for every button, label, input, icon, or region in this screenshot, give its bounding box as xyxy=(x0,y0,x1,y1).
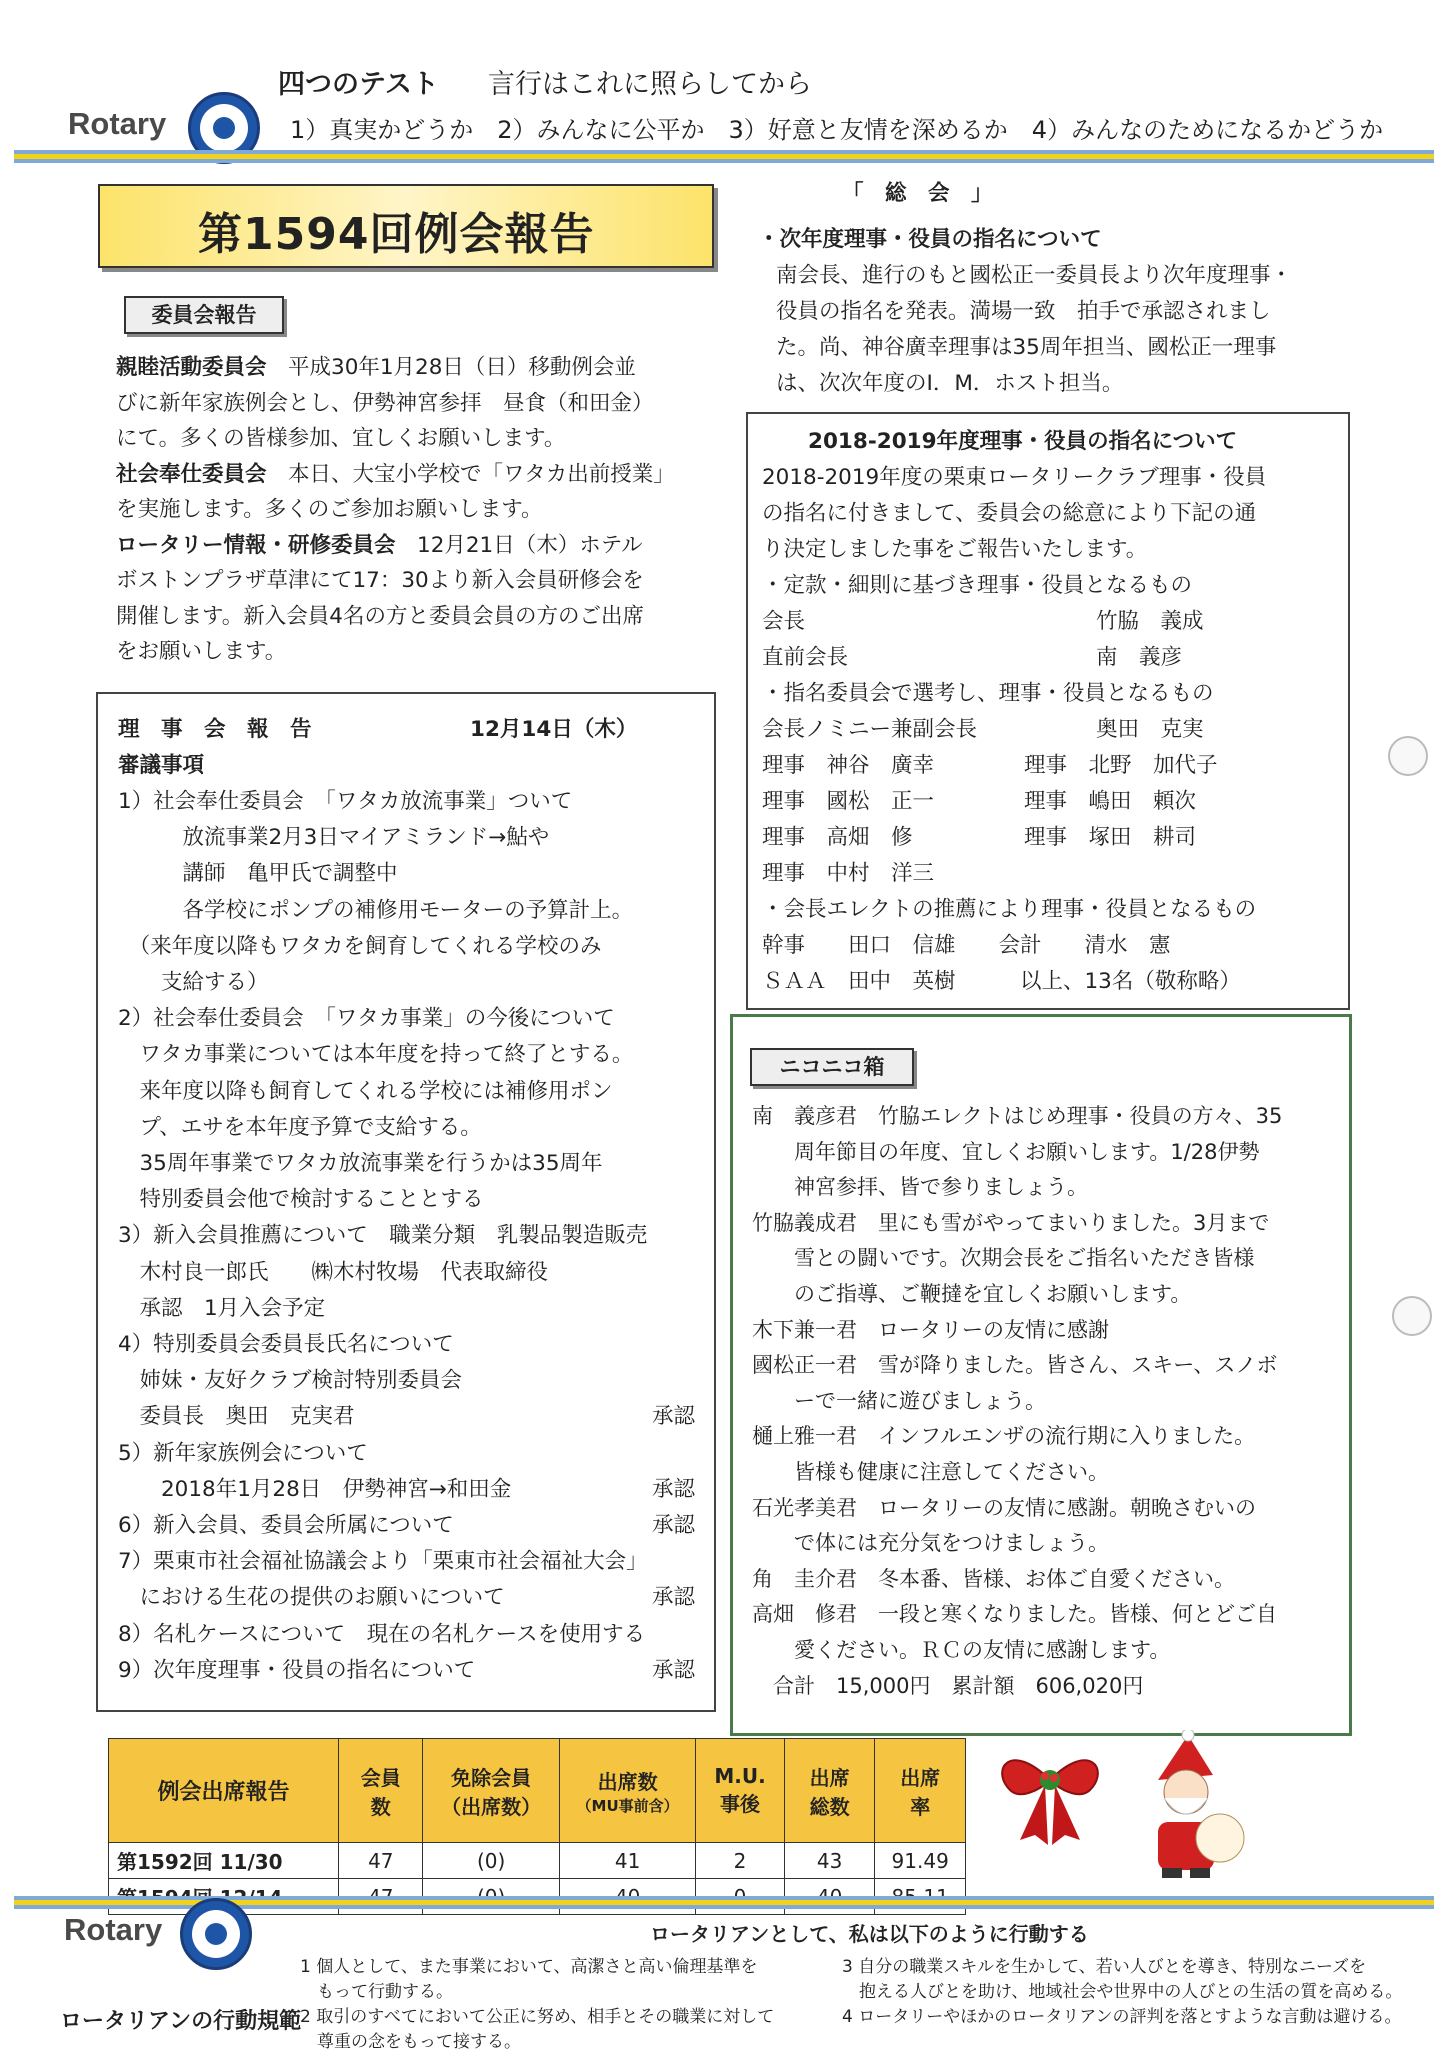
role-name: 南 義彦 xyxy=(1096,645,1183,670)
committee-text: ボストンプラザ草津にて17：30より新入会員研修会を xyxy=(116,568,644,593)
nikoniko-line: 周年節目の年度、宜しくお願いします。1/28伊勢 xyxy=(752,1139,1260,1164)
approval-mark: 承認 xyxy=(652,1513,696,1538)
nikoniko-line: で体には充分気をつけましょう。 xyxy=(752,1531,1109,1556)
christmas-bow-icon xyxy=(990,1740,1110,1850)
committee-line xyxy=(116,421,565,452)
code-item: 抱える人びとを助け、地域社会や世界中の人びとの生活の質を高める。 xyxy=(842,1982,1403,2002)
committee-line xyxy=(116,528,643,559)
committee-text: 12月21日（木）ホテル xyxy=(395,532,643,558)
nomination-intro: り決定しました事をご報告いたします。 xyxy=(762,537,1148,562)
code-of-conduct-label: ロータリアンの行動規範 xyxy=(60,2009,302,2034)
code-item: 1 個人として、また事業において、高潔さと高い倫理基準を xyxy=(300,1957,758,1977)
committee-text: を実施します。多くのご参加お願いします。 xyxy=(116,497,543,522)
committee-text: をお願いします。 xyxy=(116,639,287,664)
nikoniko-tag: ニコニコ箱 xyxy=(750,1048,914,1086)
committee-name: 親睦活動委員会 xyxy=(116,355,267,380)
committee-line xyxy=(116,599,644,630)
board-item-line: 35周年事業でワタカ放流事業を行うかは35周年 xyxy=(118,1151,603,1176)
approval-mark: 承認 xyxy=(652,1657,696,1683)
nikoniko-line: 高畑 修君 一段と寒くなりました。皆様、何とどご自 xyxy=(752,1602,1277,1627)
nikoniko-line: のご指導、ご鞭撻を宜しくお願いします。 xyxy=(752,1282,1192,1306)
santa-icon xyxy=(1128,1730,1248,1880)
board-item-line: 講師 亀甲氏で調整中 xyxy=(118,861,398,887)
committee-text: 本日、大宝小学校で「ワタカ出前授業」 xyxy=(266,461,675,487)
board-item-line: 特別委員会他で検討することとする xyxy=(118,1187,484,1213)
role-label: 直前会長 xyxy=(762,645,849,670)
four-way-test-subtitle: 言行はこれに照らしてから xyxy=(488,69,812,100)
header-members: 会員 数 xyxy=(339,1739,423,1843)
nikoniko-line: 樋上雅一君 インフルエンザの流行期に入りました。 xyxy=(752,1424,1256,1449)
general-line: は、次次年度のI．M．ホスト担当。 xyxy=(776,371,1124,396)
board-item-line: 承認 1月入会予定 xyxy=(118,1295,326,1321)
board-item-line: 木村良一郎氏 ㈱木村牧場 代表取締役 xyxy=(118,1259,549,1285)
committee-text: びに新年家族例会とし、伊勢神宮参拝 昼食（和田金） xyxy=(116,390,654,416)
committee-text: 開催します。新入会員4名の方と委員会員の方のご出席 xyxy=(116,603,644,629)
board-report-subheading: 審議事項 xyxy=(118,753,205,778)
report-title-box xyxy=(98,184,714,268)
board-item-line: 6）新入会員、委員会所属について xyxy=(118,1513,454,1538)
code-item: 4 ロータリーやほかのロータリアンの評判を落とすような言動は避ける。 xyxy=(842,2007,1402,2027)
nikoniko-line: ーで一緒に遊びましょう。 xyxy=(752,1388,1046,1413)
report-title: 第1594回例会報告 xyxy=(198,209,595,260)
nomination-section: ・定款・細則に基づき理事・役員となるもの xyxy=(762,573,1193,598)
header-total: 出席 総数 xyxy=(784,1739,875,1843)
board-item-line: 委員長 奥田 克実君 xyxy=(118,1404,355,1430)
code-item: もって行動する。 xyxy=(300,1982,453,2002)
code-item: 2 取引のすべてにおいて公正に努め、相手とその職業に対して xyxy=(300,2007,775,2027)
committee-name: 社会奉仕委員会 xyxy=(116,461,267,487)
board-item-line: ワタカ事業については本年度を持って終了とする。 xyxy=(118,1042,634,1068)
role-name: 竹脇 義成 xyxy=(1096,609,1204,634)
director: 理事 神谷 廣幸 xyxy=(762,753,935,778)
nikoniko-line: 國松正一君 雪が降りました。皆さん、スキー、スノボ xyxy=(752,1353,1278,1378)
general-line: 役員の指名を発表。満場一致 拍手で承認されまし xyxy=(776,299,1271,324)
nikoniko-line: 角 圭介君 冬本番、皆様、お体ご自愛ください。 xyxy=(752,1566,1235,1591)
board-item-line: 各学校にポンプの補修用モーターの予算計上。 xyxy=(118,897,634,923)
nikoniko-line: 愛ください。ＲＣの友情に感謝します。 xyxy=(752,1638,1171,1662)
nomination-section: ・指名委員会で選考し、理事・役員となるもの xyxy=(762,681,1214,706)
footer-rotary-wheel-icon xyxy=(180,1898,252,1970)
code-item: 3 自分の職業スキルを生かして、若い人びとを導き、特別なニーズを xyxy=(842,1957,1367,1977)
director: 理事 塚田 耕司 xyxy=(1024,825,1197,850)
committee-line xyxy=(116,457,675,488)
general-meeting-subheading: ・次年度理事・役員の指名について xyxy=(758,227,1102,252)
rotary-logo-text: Rotary xyxy=(68,106,167,141)
header-present: 出席数 （MU事前含） xyxy=(559,1739,695,1843)
nikoniko-line: 皆様も健康に注意してください。 xyxy=(752,1460,1109,1484)
director: 理事 中村 洋三 xyxy=(762,861,935,886)
board-item-line: 8）名札ケースについて 現在の名札ケースを使用する xyxy=(118,1621,646,1647)
board-item-line: 3）新入会員推薦について 職業分類 乳製品製造販売 xyxy=(118,1223,648,1249)
general-line: 南会長、進行のもと國松正一委員長より次年度理事・ xyxy=(776,263,1293,288)
committee-text: 平成30年1月28日（日）移動例会並 xyxy=(266,355,636,380)
board-item-line: 5）新年家族例会について xyxy=(118,1440,368,1466)
approval-mark: 承認 xyxy=(652,1476,696,1502)
general-line: た。尚、神谷廣幸理事は35周年担当、國松正一理事 xyxy=(776,335,1277,360)
nikoniko-line: 神宮参拝、皆で参りましょう。 xyxy=(752,1175,1088,1200)
board-item-line: 姉妹・友好クラブ検討特別委員会 xyxy=(118,1368,463,1394)
officer-line: 幹事 田口 信雄 会計 清水 憲 xyxy=(762,933,1171,958)
board-item-line: プ、エサを本年度予算で支給する。 xyxy=(118,1114,482,1140)
committee-text: にて。多くの皆様参加、宜しくお願いします。 xyxy=(116,426,566,451)
approval-mark: 承認 xyxy=(652,1404,696,1430)
committee-name: ロータリー情報・研修委員会 xyxy=(116,532,396,558)
officer-line: ＳＡＡ 田中 英樹 以上、13名（敬称略） xyxy=(762,969,1241,994)
punch-hole xyxy=(1392,1296,1432,1336)
nikoniko-line: 合計 15,000円 累計額 606,020円 xyxy=(752,1673,1144,1698)
nomination-heading: 2018-2019年度理事・役員の指名について xyxy=(808,429,1238,454)
general-meeting-heading: 「 総 会 」 xyxy=(842,181,993,206)
board-item-line: 来年度以降も飼育してくれる学校には補修用ポン xyxy=(118,1078,613,1104)
nomination-intro: の指名に付きまして、委員会の総意により下記の通 xyxy=(762,501,1257,526)
board-item-line: 7）栗東市社会福祉協議会より「栗東市社会福祉大会」 xyxy=(118,1549,648,1575)
committee-line xyxy=(116,350,636,381)
board-report-date: 12月14日（木） xyxy=(470,717,638,742)
attendance-table xyxy=(108,1738,966,1915)
board-item-line: 4）特別委員会委員長氏名について xyxy=(118,1332,454,1357)
header-rate: 出席 率 xyxy=(875,1739,966,1843)
director: 理事 嶋田 頼次 xyxy=(1024,789,1197,814)
board-item-line: における生花の提供のお願いについて xyxy=(118,1585,505,1611)
footer-rotary-text: Rotary xyxy=(64,1912,163,1947)
role-name: 奥田 克実 xyxy=(1096,717,1204,742)
board-item-line: （来年度以降もワタカを飼育してくれる学校のみ xyxy=(118,933,602,959)
code-item: 尊重の念をもって接する。 xyxy=(300,2032,521,2052)
board-item-line: 2018年1月28日 伊勢神宮→和田金 xyxy=(118,1476,512,1502)
nomination-intro: 2018-2019年度の栗東ロータリークラブ理事・役員 xyxy=(762,465,1267,490)
role-label: 会長ノミニー兼副会長 xyxy=(762,717,978,742)
four-way-test-items: 1）真実かどうか 2）みんなに公平か 3）好意と友情を深めるか 4）みんなのためになるかどうか xyxy=(290,116,1384,144)
nikoniko-line: 雪との闘いです。次期会長をご指名いただき皆様 xyxy=(752,1246,1255,1271)
committee-report-tag: 委員会報告 xyxy=(124,296,284,334)
attendance-label: 例会出席報告 xyxy=(109,1739,339,1843)
board-item-line: 支給する） xyxy=(118,970,269,995)
committee-line xyxy=(116,563,644,594)
nikoniko-line: 石光孝美君 ロータリーの友情に感謝。朝晩さむいの xyxy=(752,1495,1256,1520)
table-row: 第1592回 11/30 47 (0) 41 2 43 91.49 xyxy=(109,1843,966,1879)
committee-line xyxy=(116,386,654,417)
board-item-line: 9）次年度理事・役員の指名について xyxy=(118,1657,476,1683)
header-exempt: 免除会員 （出席数） xyxy=(423,1739,559,1843)
board-item-line: 2）社会奉仕委員会 「ワタカ事業」の今後について xyxy=(118,1006,615,1032)
board-report-heading: 理 事 会 報 告 xyxy=(118,717,312,742)
role-label: 会長 xyxy=(762,609,806,634)
nomination-section: ・会長エレクトの推薦により理事・役員となるもの xyxy=(762,897,1257,922)
nikoniko-line: 南 義彦君 竹脇エレクトはじめ理事・役員の方々、35 xyxy=(752,1104,1283,1128)
board-item-line: 放流事業2月3日マイアミランド→鮎や xyxy=(118,825,550,851)
code-of-conduct-heading: ロータリアンとして、私は以下のように行動する xyxy=(650,1922,1089,1946)
board-item-line: 1）社会奉仕委員会 「ワタカ放流事業」ついて xyxy=(118,789,573,814)
punch-hole xyxy=(1388,736,1428,776)
nikoniko-line: 木下兼一君 ロータリーの友情に感謝 xyxy=(752,1317,1109,1342)
director: 理事 國松 正一 xyxy=(762,789,935,814)
four-way-test-title: 四つのテスト xyxy=(278,69,439,100)
committee-line xyxy=(116,492,543,523)
director: 理事 北野 加代子 xyxy=(1024,753,1218,778)
nikoniko-line: 竹脇義成君 里にも雪がやってまいりました。3月まで xyxy=(752,1210,1270,1235)
approval-mark: 承認 xyxy=(652,1585,696,1611)
committee-line xyxy=(116,634,286,665)
header-makeup: M.U. 事後 xyxy=(696,1739,785,1843)
director: 理事 高畑 修 xyxy=(762,825,913,850)
